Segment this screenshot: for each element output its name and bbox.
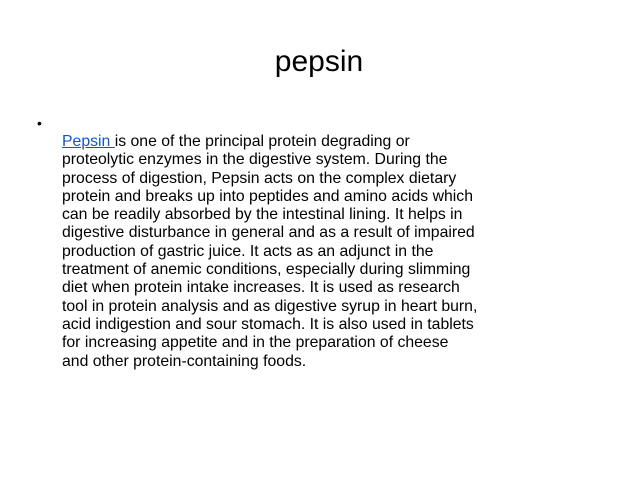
- body-line: treatment of anemic conditions, especially during slimming: [62, 261, 471, 279]
- body-line: for increasing appetite and in the preparation of cheese: [62, 334, 449, 352]
- body-line-text: is one of the principal protein degrading or: [114, 133, 410, 150]
- body-line: protein and breaks up into peptides and amino acids which: [62, 187, 473, 205]
- body-line: process of digestion, Pepsin acts on the complex dietary: [62, 169, 457, 187]
- body-line: production of gastric juice. It acts as an adjunct in the: [62, 242, 434, 260]
- pepsin-link[interactable]: Pepsin: [62, 133, 115, 150]
- body-line: proteolytic enzymes in the digestive system. During the: [62, 151, 448, 169]
- body-paragraph: [62, 133, 610, 371]
- body-line: [62, 133, 610, 151]
- slide-title: pepsin: [274, 45, 364, 78]
- body-line: tool in protein analysis and as digestive syrup in heart burn,: [62, 297, 478, 315]
- body-line: digestive disturbance in general and as a result of impaired: [62, 224, 475, 242]
- body-line: acid indigestion and sour stomach. It is also used in tablets: [62, 315, 474, 333]
- body-line: diet when protein intake increases. It is used as research: [62, 279, 460, 297]
- body-line: and other protein-containing foods.: [62, 352, 307, 370]
- bullet-marker: •: [37, 115, 42, 131]
- body-line: can be readily absorbed by the intestinal lining. It helps in: [62, 206, 463, 224]
